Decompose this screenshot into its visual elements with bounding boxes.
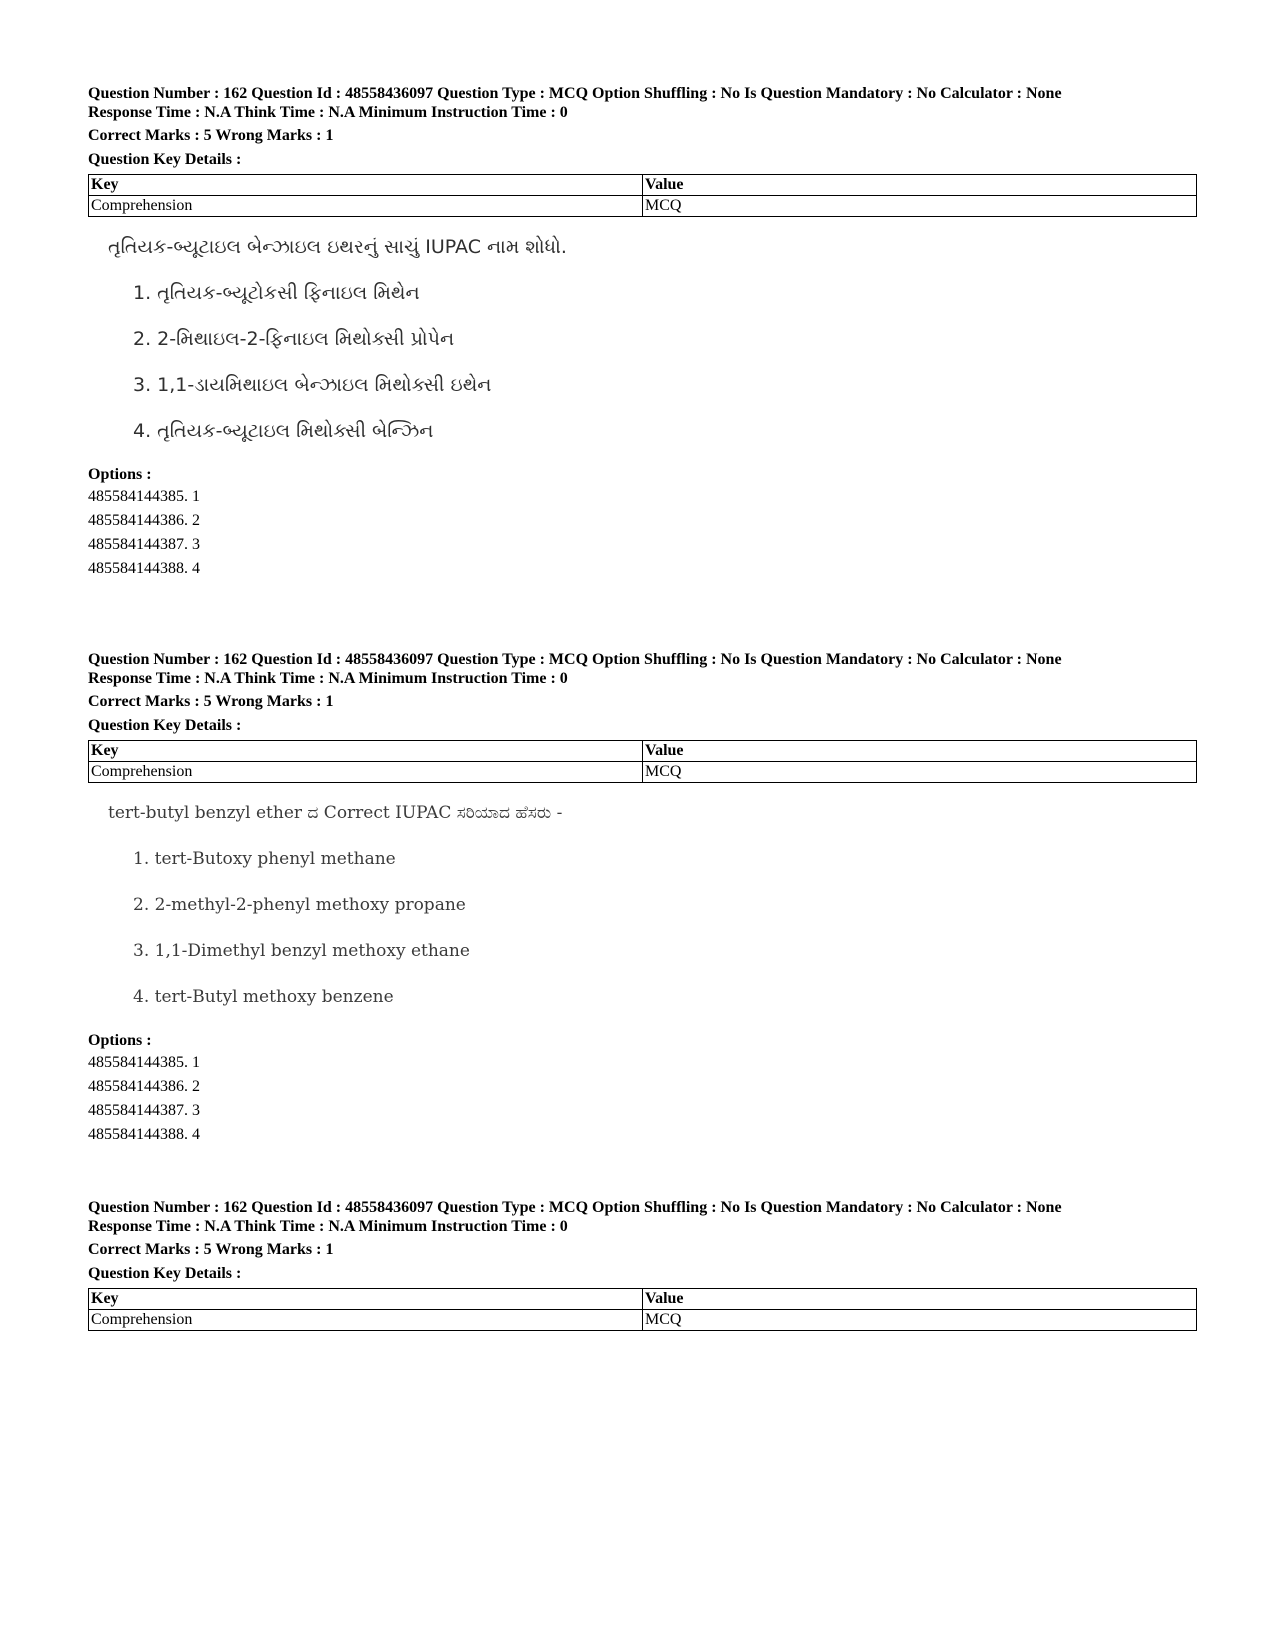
option-id-row: 485584144385. 1 bbox=[88, 488, 200, 505]
table-header-value: Value bbox=[643, 175, 1197, 196]
table-header-value: Value bbox=[643, 741, 1197, 762]
table-header-row bbox=[89, 1289, 1197, 1310]
question-stem: tert-butyl benzyl ether ದ Correct IUPAC ಸರಿಯಾದ ಹೆಸರು - bbox=[108, 803, 563, 823]
option-id-row: 485584144386. 2 bbox=[88, 1078, 200, 1095]
table-row bbox=[89, 762, 1197, 783]
question-image bbox=[108, 235, 1198, 443]
table-cell-key: Comprehension bbox=[89, 762, 643, 783]
key-details-label: Question Key Details : bbox=[88, 151, 242, 168]
table-cell-value: MCQ bbox=[643, 762, 1197, 783]
option-id-row: 485584144388. 4 bbox=[88, 1126, 200, 1143]
question-header-line-2: Response Time : N.A Think Time : N.A Minimum Instruction Time : 0 bbox=[88, 670, 568, 687]
key-value-table bbox=[88, 174, 1197, 217]
table-header-value: Value bbox=[643, 1289, 1197, 1310]
option-id-row: 485584144388. 4 bbox=[88, 560, 200, 577]
table-cell-key: Comprehension bbox=[89, 1310, 643, 1331]
option-id-row: 485584144386. 2 bbox=[88, 512, 200, 529]
question-option-3: 3. 1,1-ડાયમિથાઇલ બેન્ઝાઇલ મિથોક્સી ઇથેન bbox=[133, 374, 492, 396]
options-label: Options : bbox=[88, 1032, 152, 1049]
marks-line: Correct Marks : 5 Wrong Marks : 1 bbox=[88, 1241, 334, 1258]
table-cell-value: MCQ bbox=[643, 1310, 1197, 1331]
question-header-line-1: Question Number : 162 Question Id : 48558436097 Question Type : MCQ Option Shuffling : No Is Question Mandatory : No Calculator : None bbox=[88, 1199, 1062, 1216]
question-option-3: 3. 1,1-Dimethyl benzyl methoxy ethane bbox=[133, 941, 470, 961]
question-block-3 bbox=[88, 1198, 1198, 1331]
option-id-row: 485584144387. 3 bbox=[88, 536, 200, 553]
table-header-key: Key bbox=[89, 1289, 643, 1310]
question-option-2: 2. 2-મિથાઇલ-2-ફિનાઇલ મિથોક્સી પ્રોપેન bbox=[133, 328, 455, 350]
table-header-row bbox=[89, 741, 1197, 762]
table-header-key: Key bbox=[89, 175, 643, 196]
options-label: Options : bbox=[88, 466, 152, 483]
key-details-label: Question Key Details : bbox=[88, 717, 242, 734]
question-option-2: 2. 2-methyl-2-phenyl methoxy propane bbox=[133, 895, 466, 915]
question-option-1: 1. tert-Butoxy phenyl methane bbox=[133, 849, 396, 869]
key-value-table bbox=[88, 1288, 1197, 1331]
marks-line: Correct Marks : 5 Wrong Marks : 1 bbox=[88, 127, 334, 144]
key-details-label: Question Key Details : bbox=[88, 1265, 242, 1282]
question-header-line-1: Question Number : 162 Question Id : 48558436097 Question Type : MCQ Option Shuffling : No Is Question Mandatory : No Calculator : None bbox=[88, 651, 1062, 668]
table-row bbox=[89, 196, 1197, 217]
question-stem: તૃતિયક-બ્યૂટાઇલ બેન્ઝાઇલ ઇથરનું સાચું IUPAC નામ શોધો. bbox=[108, 236, 567, 258]
question-image bbox=[108, 801, 1198, 1009]
table-cell-value: MCQ bbox=[643, 196, 1197, 217]
key-value-table bbox=[88, 740, 1197, 783]
table-header-key: Key bbox=[89, 741, 643, 762]
question-option-4: 4. tert-Butyl methoxy benzene bbox=[133, 987, 394, 1007]
marks-line: Correct Marks : 5 Wrong Marks : 1 bbox=[88, 693, 334, 710]
question-block-2 bbox=[88, 650, 1198, 1147]
table-cell-key: Comprehension bbox=[89, 196, 643, 217]
question-option-1: 1. તૃતિયક-બ્યૂટોકસી ફિનાઇલ મિથેન bbox=[133, 282, 420, 304]
table-row bbox=[89, 1310, 1197, 1331]
question-header-line-2: Response Time : N.A Think Time : N.A Minimum Instruction Time : 0 bbox=[88, 1218, 568, 1235]
option-id-row: 485584144385. 1 bbox=[88, 1054, 200, 1071]
option-id-row: 485584144387. 3 bbox=[88, 1102, 200, 1119]
question-header-line-2: Response Time : N.A Think Time : N.A Minimum Instruction Time : 0 bbox=[88, 104, 568, 121]
question-block-1 bbox=[88, 84, 1198, 581]
question-option-4: 4. તૃતિયક-બ્યૂટાઇલ મિથોક્સી બેન્ઝિન bbox=[133, 420, 434, 442]
question-header-line-1: Question Number : 162 Question Id : 48558436097 Question Type : MCQ Option Shuffling : No Is Question Mandatory : No Calculator : None bbox=[88, 85, 1062, 102]
table-header-row bbox=[89, 175, 1197, 196]
